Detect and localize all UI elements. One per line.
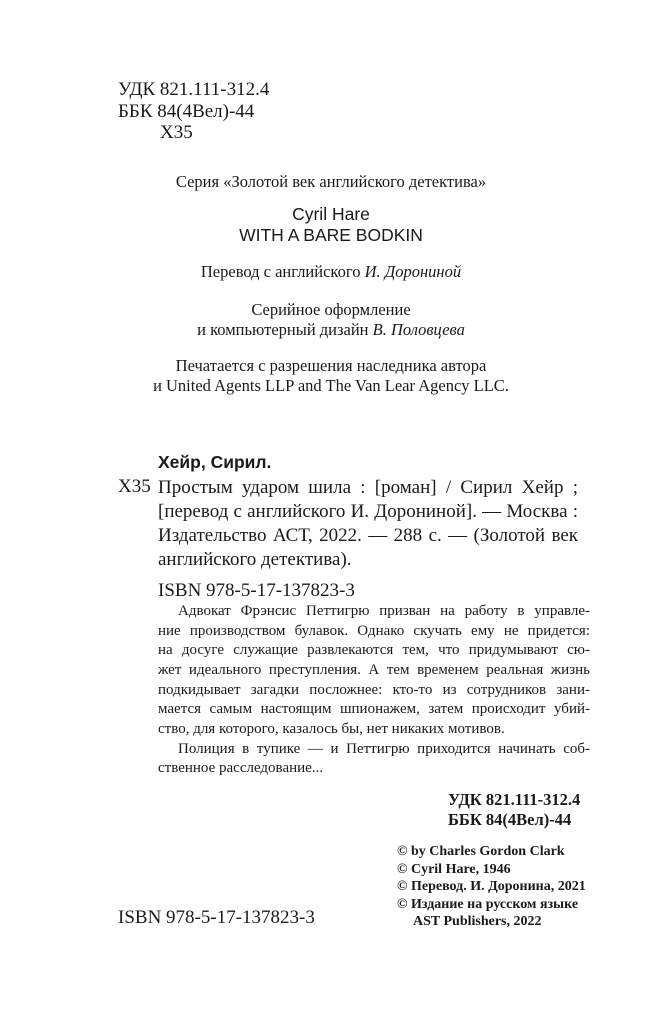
biblio-line: [перевод с английского И. Дорониной]. — Москва : [158,501,578,522]
biblio-line: Издательство АСТ, 2022. — 288 с. — (Золотой век [158,525,578,546]
design-line-1: Серийное оформление [251,300,411,319]
copyright-line: AST Publishers, 2022 [413,914,542,929]
udk-top: УДК 821.111-312.4 [118,79,270,100]
annotation-line: на досуге служащие развлекаются тем, что придумывают сю- [158,642,590,658]
annotation-line: ние производством булавок. Однако скучать ему не придется: [158,623,590,639]
author-mark-biblio: Х35 [118,476,151,497]
annotation-line: Адвокат Фрэнсис Петтигрю призван на работу в управле- [178,603,590,619]
udk-bottom: УДК 821.111-312.4 [448,790,581,809]
annotation-line: жет идеального преступления. А тем временем реальная жизнь [158,662,590,678]
annotation-line: мается самым настоящим шпионажем, затем происходит убий- [158,701,590,717]
author-heading: Хейр, Сирил. [158,452,272,472]
translation-prefix: Перевод с английского [200,262,361,281]
designer-name: В. Половцева [372,320,465,339]
bbk-bottom: ББК 84(4Вел)-44 [448,810,572,829]
copyright-line: © by Charles Gordon Clark [397,844,565,859]
isbn-biblio: ISBN 978-5-17-137823-3 [158,580,355,601]
author-mark-top: Х35 [160,122,193,143]
series-line: Серия «Золотой век английского детектива» [175,172,487,191]
translator-name: И. Дорониной [364,262,462,281]
design-prefix: и компьютерный дизайн [197,320,369,339]
footer-isbn: ISBN 978-5-17-137823-3 [118,907,315,928]
annotation-line: подкидывает загадки посложнее: кто-то из сотрудников зани- [158,682,590,698]
annotation-line: ство, для которого, казалось бы, нет никаких мотивов. [158,721,505,737]
annotation-line: Полиция в тупике — и Петтигрю приходится начинать соб- [178,741,590,757]
copyright-line: © Издание на русском языке [397,897,579,912]
design-line-2 [0,320,662,340]
original-author: Cyril Hare [292,204,370,224]
bbk-top: ББК 84(4Вел)-44 [118,101,255,122]
original-title: WITH A BARE BODKIN [239,225,423,245]
annotation-line: ственное расследование... [158,760,324,776]
translation-credit [0,262,662,282]
copyright-line: © Cyril Hare, 1946 [397,862,511,877]
copyright-line: © Перевод. И. Доронина, 2021 [397,879,586,894]
permission-line-2: и United Agents LLP and The Van Lear Agency LLC. [153,376,509,395]
permission-line-1: Печатается с разрешения наследника автора [175,356,487,375]
biblio-line: Простым ударом шила : [роман] / Сирил Хейр ; [158,477,578,498]
biblio-line: английского детектива). [158,549,352,570]
